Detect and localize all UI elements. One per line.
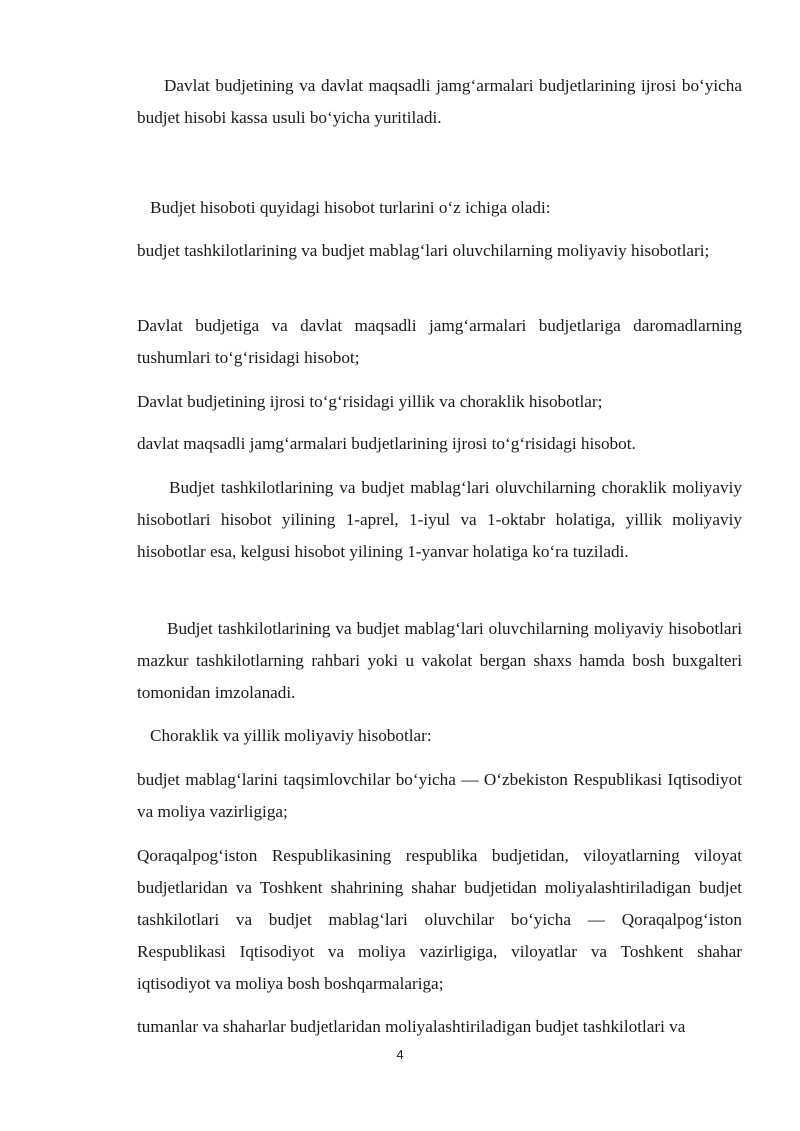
list-item-financial-reports: budjet tashkilotlarining va budjet mablag‘lari oluvchilarning moliyaviy hisobotlari; [137, 241, 710, 260]
paragraph-submission-intro: Choraklik va yillik moliyaviy hisobotlar: [150, 726, 432, 745]
list-item-annual-quarterly: Davlat budjetining ijrosi to‘g‘risidagi yillik va choraklik hisobotlar; [137, 392, 603, 411]
page-number: 4 [396, 1047, 404, 1062]
list-item-regional: Qoraqalpog‘iston Respublikasining respublika budjetidan, viloyatlarning viloyat budjetlaridan va Toshkent shahrining shahar budjetidan moliyalashtiriladigan budjet tashkilotlari va budjet mablag‘lari oluvchilar bo‘yicha — Qoraqalpog‘iston Respublikasi Iqtisodiyot va moliya vazirligiga, viloyatlar va Toshkent shahar iqtisodiyot va moliya bosh boshqarmalariga; [137, 846, 742, 993]
list-item-districts: tumanlar va shaharlar budjetlaridan moliyalashtiriladigan budjet tashkilotlari va [137, 1017, 686, 1036]
paragraph-report-types-intro: Budjet hisoboti quyidagi hisobot turlarini o‘z ichiga oladi: [150, 198, 551, 217]
paragraph-budget-accounting-method: Davlat budjetining va davlat maqsadli jamg‘armalari budjetlarining ijrosi bo‘yicha budjet hisobi kassa usuli bo‘yicha yuritiladi. [137, 76, 742, 127]
list-item-revenue-report: Davlat budjetiga va davlat maqsadli jamg‘armalari budjetlariga daromadlarning tushumlari to‘g‘risidagi hisobot; [137, 316, 742, 367]
list-item-trust-funds: davlat maqsadli jamg‘armalari budjetlarining ijrosi to‘g‘risidagi hisobot. [137, 434, 636, 453]
paragraph-signatures: Budjet tashkilotlarining va budjet mablag‘lari oluvchilarning moliyaviy hisobotlari mazkur tashkilotlarning rahbari yoki u vakolat bergan shaxs hamda bosh buxgalteri tomonidan imzolanadi. [137, 619, 742, 702]
paragraph-report-dates: Budjet tashkilotlarining va budjet mablag‘lari oluvchilarning choraklik moliyaviy hisobotlari hisobot yilining 1-aprel, 1-iyul va 1-oktabr holatiga, yillik moliyaviy hisobotlar esa, kelgusi hisobot yilining 1-yanvar holatiga ko‘ra tuziladi. [137, 478, 742, 561]
list-item-distributors: budjet mablag‘larini taqsimlovchilar bo‘yicha — O‘zbekiston Respublikasi Iqtisodiyot va moliya vazirligiga; [137, 770, 742, 821]
